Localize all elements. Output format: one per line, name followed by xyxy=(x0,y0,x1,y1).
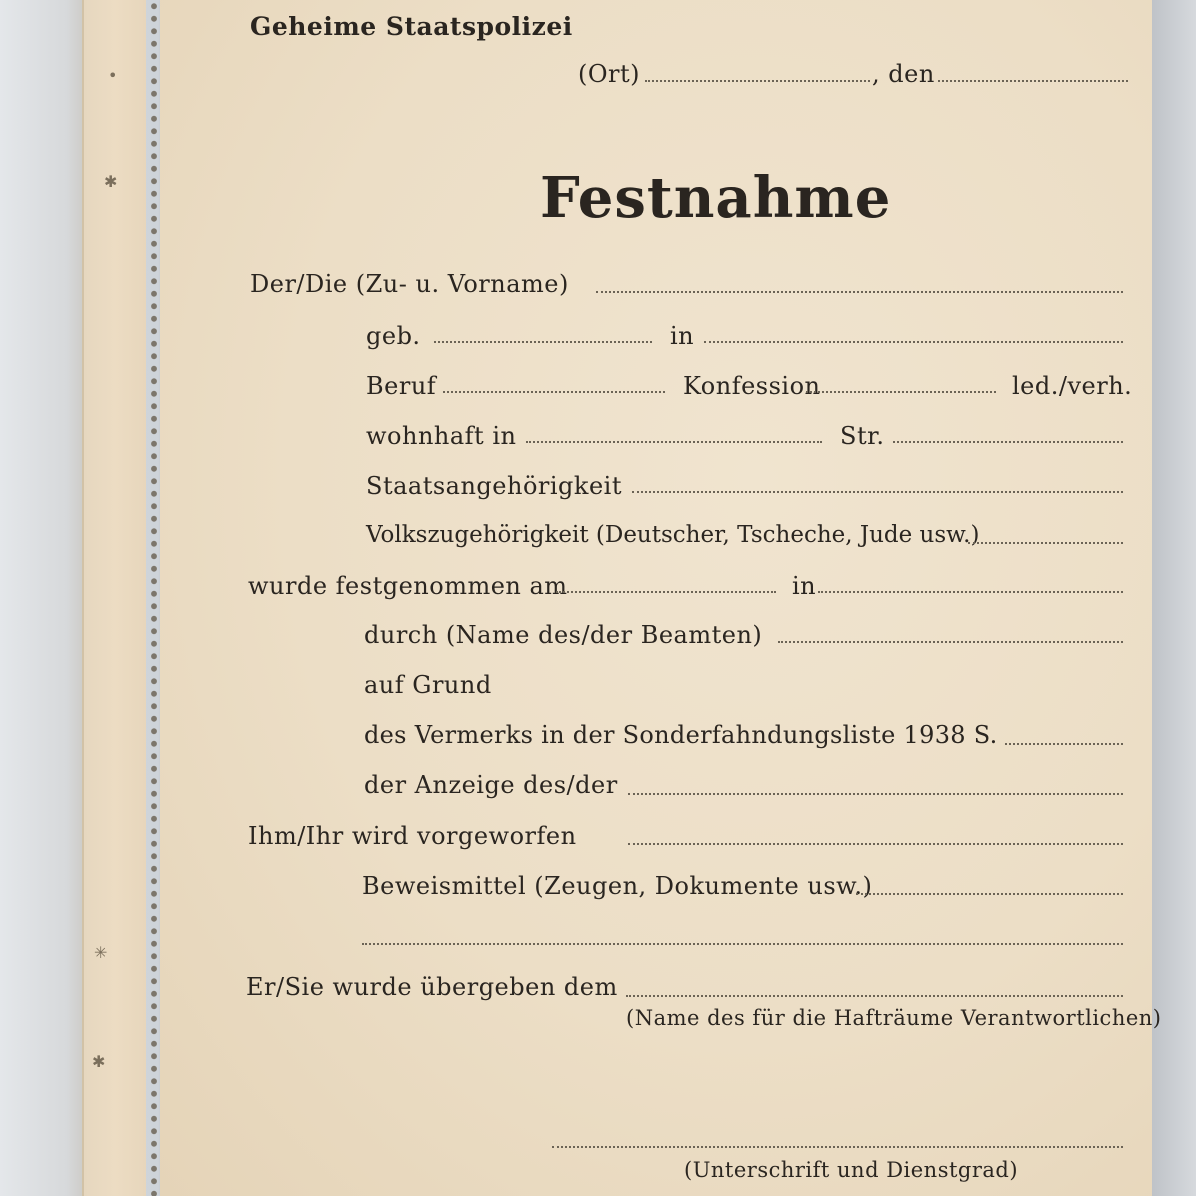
punch-mark-icon: ✱ xyxy=(92,1052,106,1071)
punch-mark-icon: ✳ xyxy=(94,943,108,962)
arrest-place-line[interactable] xyxy=(818,591,1123,593)
name-line[interactable] xyxy=(596,291,1123,293)
beweismittel-line-2[interactable] xyxy=(362,943,1123,945)
beruf-label: Beruf xyxy=(366,372,437,400)
signature-line[interactable] xyxy=(552,1146,1123,1148)
street-label: Str. xyxy=(840,422,885,450)
street-line[interactable] xyxy=(893,441,1123,443)
konfession-line[interactable] xyxy=(806,391,996,393)
den-label: , den xyxy=(872,60,935,88)
ort-label: (Ort) xyxy=(578,60,641,88)
vermerk-line[interactable] xyxy=(1005,743,1123,745)
vermerk-label: des Vermerks in der Sonderfahndungsliste 1938 S. xyxy=(364,721,998,749)
form-title: Festnahme xyxy=(540,165,892,231)
geb-line[interactable] xyxy=(434,341,652,343)
punch-mark-icon: ✱ xyxy=(104,172,118,191)
konfession-label: Konfession xyxy=(683,372,821,400)
agency-name: Geheime Staatspolizei xyxy=(250,12,573,41)
geb-label: geb. xyxy=(366,322,421,350)
birthplace-line[interactable] xyxy=(704,341,1123,343)
date-line[interactable] xyxy=(938,80,1128,82)
vorgeworfen-label: Ihm/Ihr wird vorgeworfen xyxy=(248,822,577,850)
anzeige-line[interactable] xyxy=(628,793,1123,795)
birthplace-label: in xyxy=(670,322,695,350)
volkszugehoerigkeit-label: Volkszugehörigkeit (Deutscher, Tscheche, Jude usw.) xyxy=(366,522,980,548)
anzeige-label: der Anzeige des/der xyxy=(364,771,618,799)
perforation-holes xyxy=(147,0,161,1196)
haftraeume-note: (Name des für die Hafträume Verantwortlichen) xyxy=(626,1006,1162,1030)
festgenommen-label: wurde festgenommen am xyxy=(248,572,568,600)
beruf-line[interactable] xyxy=(443,391,665,393)
officer-line[interactable] xyxy=(778,641,1123,643)
uebergeben-label: Er/Sie wurde übergeben dem xyxy=(246,973,618,1001)
beweismittel-line[interactable] xyxy=(856,893,1123,895)
arrest-place-label: in xyxy=(792,572,817,600)
officer-label: durch (Name des/der Beamten) xyxy=(364,621,763,649)
beweismittel-label: Beweismittel (Zeugen, Dokumente usw.) xyxy=(362,872,873,900)
name-label: Der/Die (Zu- u. Vorname) xyxy=(250,270,569,298)
volkszugehoerigkeit-line[interactable] xyxy=(968,542,1123,544)
punch-mark-icon: • xyxy=(108,66,118,85)
auf-grund-label: auf Grund xyxy=(364,671,492,699)
staatsangehoerigkeit-label: Staatsangehörigkeit xyxy=(366,472,622,500)
staatsangehoerigkeit-line[interactable] xyxy=(632,491,1123,493)
festgenommen-line[interactable] xyxy=(556,591,776,593)
marital-status-label: led./verh. xyxy=(1012,372,1133,400)
uebergeben-line[interactable] xyxy=(626,995,1123,997)
wohnhaft-label: wohnhaft in xyxy=(366,422,517,450)
background-left xyxy=(0,0,95,1196)
ort-line[interactable] xyxy=(645,80,870,82)
signature-note: (Unterschrift und Dienstgrad) xyxy=(684,1158,1019,1182)
vorgeworfen-line[interactable] xyxy=(628,843,1123,845)
wohnhaft-line[interactable] xyxy=(526,441,822,443)
